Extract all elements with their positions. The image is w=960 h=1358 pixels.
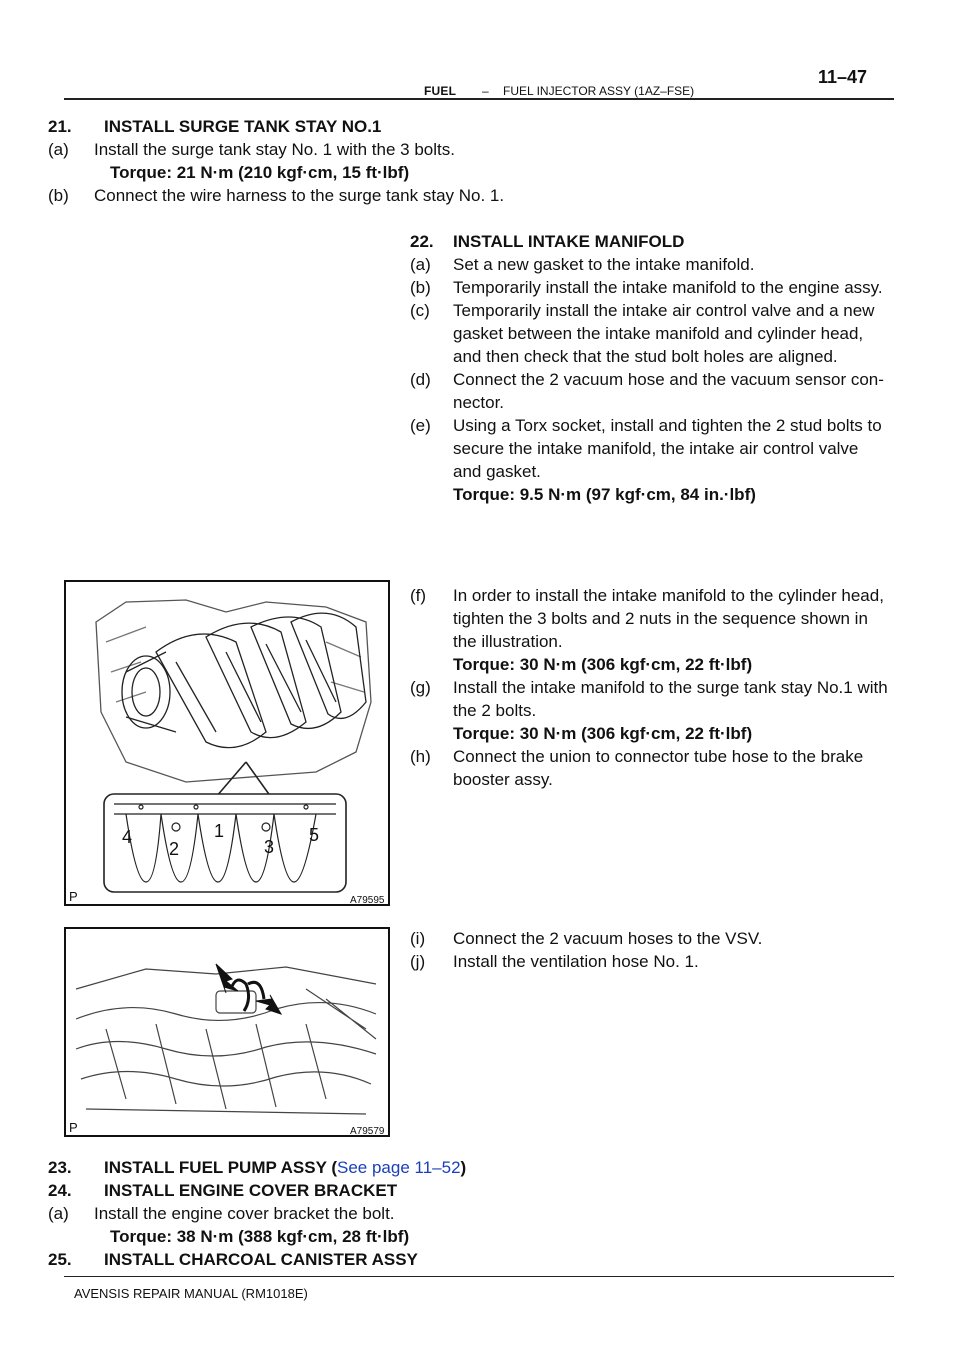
step-title-close: ) bbox=[460, 1158, 467, 1177]
instruction-text: and then check that the stud bolt holes are aligned. bbox=[453, 347, 838, 366]
figure-mark: P bbox=[69, 889, 78, 904]
figure-code: A79579 bbox=[350, 1126, 385, 1137]
sub-label: (e) bbox=[410, 416, 431, 435]
figure-mark: P bbox=[69, 1120, 78, 1135]
steps-23-25 bbox=[48, 1156, 466, 1271]
sub-label: (c) bbox=[410, 301, 430, 320]
instruction-text: and gasket. bbox=[453, 462, 541, 481]
step-number: 22. bbox=[410, 232, 434, 251]
sub-label: (h) bbox=[410, 747, 431, 766]
sub-label: (b) bbox=[48, 186, 69, 205]
instruction-text: Connect the 2 vacuum hose and the vacuum sensor con- bbox=[453, 370, 884, 389]
instruction-text: tighten the 3 bolts and 2 nuts in the sequence shown in bbox=[453, 609, 868, 628]
vacuum-hose-drawing bbox=[66, 929, 388, 1135]
sub-label: (b) bbox=[410, 278, 431, 297]
instruction-text: booster assy. bbox=[453, 770, 553, 789]
step-22 bbox=[410, 230, 894, 506]
instruction-text: Install the ventilation hose No. 1. bbox=[453, 952, 699, 971]
sub-label: (i) bbox=[410, 929, 426, 948]
sub-label: (j) bbox=[410, 952, 426, 971]
instruction-text: Install the intake manifold to the surge tank stay No.1 with bbox=[453, 678, 888, 697]
instruction-text: Using a Torx socket, install and tighten the 2 stud bolts to bbox=[453, 416, 882, 435]
step-number: 21. bbox=[48, 117, 72, 136]
header-title: FUEL INJECTOR ASSY (1AZ–FSE) bbox=[503, 84, 695, 98]
step-22-final bbox=[410, 927, 894, 973]
instruction-text: Connect the 2 vacuum hoses to the VSV. bbox=[453, 929, 763, 948]
instruction-text: Install the engine cover bracket the bolt. bbox=[94, 1204, 395, 1223]
figure-code: A79595 bbox=[350, 895, 385, 906]
vacuum-hose-illustration bbox=[64, 927, 390, 1137]
instruction-text: secure the intake manifold, the intake air control valve bbox=[453, 439, 859, 458]
sequence-number: 1 bbox=[214, 821, 225, 841]
torque-spec: Torque: 30 N·m (306 kgf·cm, 22 ft·lbf) bbox=[453, 655, 753, 674]
instruction-text: Temporarily install the intake air control valve and a new bbox=[453, 301, 875, 320]
step-title: INSTALL INTAKE MANIFOLD bbox=[453, 232, 685, 251]
step-23 bbox=[48, 1156, 466, 1179]
step-number: 24. bbox=[48, 1181, 72, 1200]
sequence-number: 2 bbox=[169, 839, 180, 859]
instruction-text: Connect the wire harness to the surge tank stay No. 1. bbox=[94, 186, 505, 205]
step-title: INSTALL CHARCOAL CANISTER ASSY bbox=[104, 1250, 418, 1269]
step-number: 23. bbox=[48, 1158, 72, 1177]
instruction-text: the illustration. bbox=[453, 632, 563, 651]
instruction-text: Set a new gasket to the intake manifold. bbox=[453, 255, 755, 274]
instruction-text: nector. bbox=[453, 393, 505, 412]
header-dash: – bbox=[482, 84, 489, 98]
sub-label: (g) bbox=[410, 678, 431, 697]
sub-label: (a) bbox=[410, 255, 431, 274]
intake-manifold-drawing bbox=[66, 582, 388, 904]
sequence-number: 3 bbox=[264, 837, 275, 857]
instruction-text: Connect the union to connector tube hose to the brake bbox=[453, 747, 864, 766]
torque-spec: Torque: 30 N·m (306 kgf·cm, 22 ft·lbf) bbox=[453, 724, 753, 743]
page-number: 11–47 bbox=[818, 67, 868, 87]
sub-label: (a) bbox=[48, 1204, 69, 1223]
instruction-text: the 2 bolts. bbox=[453, 701, 537, 720]
header-rule bbox=[64, 98, 894, 100]
torque-spec: Torque: 9.5 N·m (97 kgf·cm, 84 in.·lbf) bbox=[453, 485, 756, 504]
step-title: INSTALL SURGE TANK STAY NO.1 bbox=[104, 117, 382, 136]
sub-label: (f) bbox=[410, 586, 427, 605]
intake-manifold-illustration bbox=[64, 580, 390, 906]
sub-label: (a) bbox=[48, 140, 69, 159]
see-page-link[interactable]: See page 11–52 bbox=[337, 1158, 461, 1177]
footer-rule bbox=[64, 1276, 894, 1277]
step-21 bbox=[48, 115, 504, 207]
instruction-text: Temporarily install the intake manifold to the engine assy. bbox=[453, 278, 883, 297]
instruction-text: In order to install the intake manifold to the cylinder head, bbox=[453, 586, 884, 605]
instruction-text: Install the surge tank stay No. 1 with the 3 bolts. bbox=[94, 140, 455, 159]
step-title: INSTALL FUEL PUMP ASSY ( bbox=[104, 1158, 337, 1177]
step-22-continued bbox=[410, 584, 894, 791]
header-section: FUEL bbox=[424, 84, 457, 98]
footer-manual-title: AVENSIS REPAIR MANUAL (RM1018E) bbox=[74, 1286, 308, 1301]
step-title: INSTALL ENGINE COVER BRACKET bbox=[104, 1181, 398, 1200]
sequence-number: 4 bbox=[122, 827, 133, 847]
sequence-number: 5 bbox=[309, 825, 320, 845]
instruction-text: gasket between the intake manifold and cylinder head, bbox=[453, 324, 864, 343]
sub-label: (d) bbox=[410, 370, 431, 389]
torque-spec: Torque: 38 N·m (388 kgf·cm, 28 ft·lbf) bbox=[110, 1227, 410, 1246]
step-number: 25. bbox=[48, 1250, 72, 1269]
torque-spec: Torque: 21 N·m (210 kgf·cm, 15 ft·lbf) bbox=[110, 163, 410, 182]
